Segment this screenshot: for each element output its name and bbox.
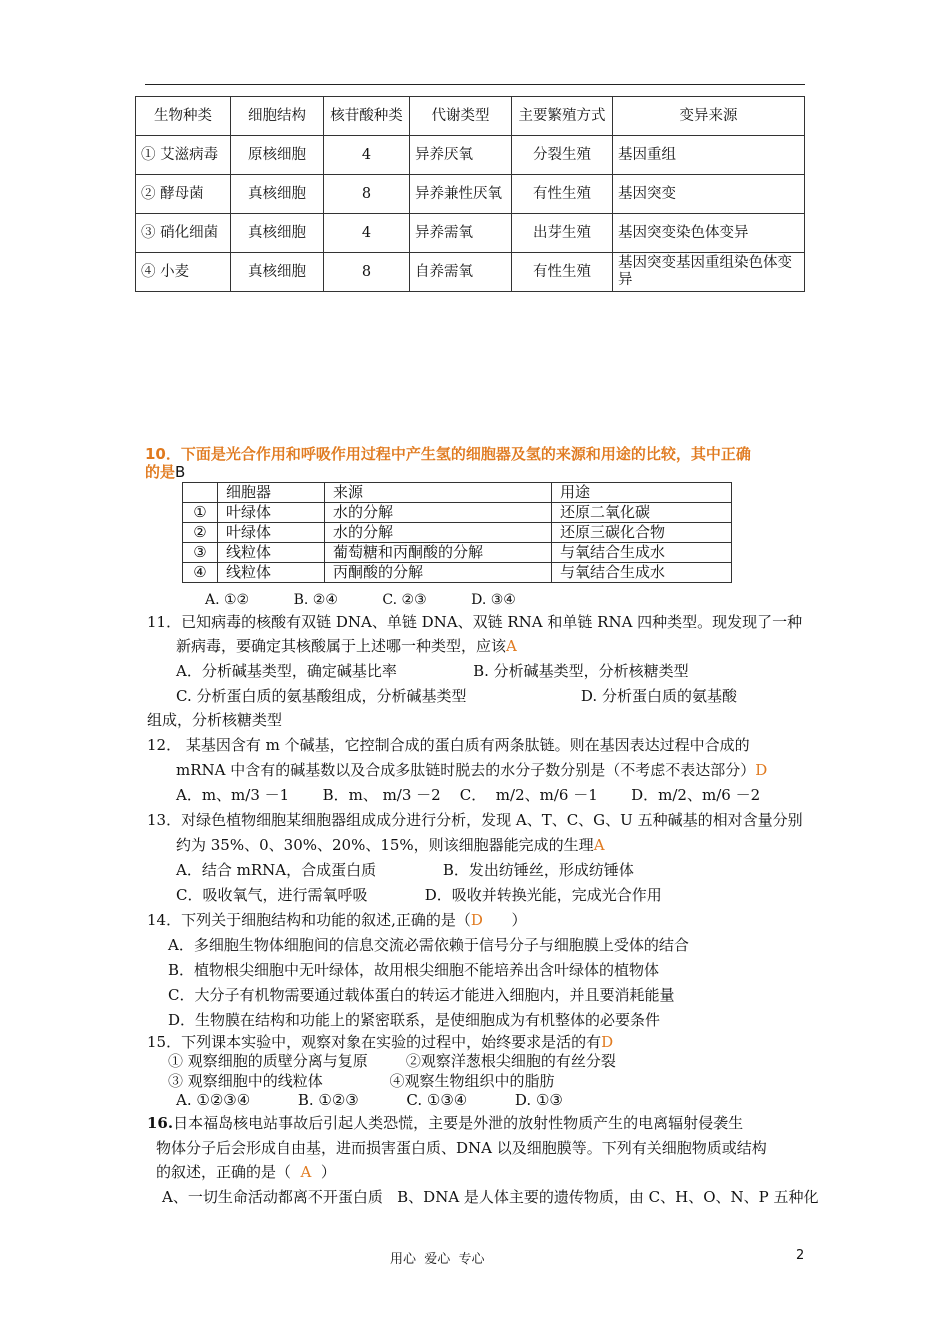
q12-answer: D [755, 761, 768, 779]
q16-stem-line3 [156, 1162, 336, 1182]
q10-answer: B [175, 463, 186, 481]
table-row [136, 214, 805, 253]
q16-stem-text: 日本福岛核电站事故后引起人类恐慌，主要是外泄的放射性物质产生的电离辐射侵袭生 [173, 1114, 744, 1132]
q11-options-ab: A．分析碱基类型，确定碱基比率 B. 分析碱基类型，分析核糖类型 [176, 662, 689, 680]
table-cell: ③ 硝化细菌 [136, 214, 231, 253]
table-cell: ④ 小麦 [136, 253, 231, 292]
table-row [183, 523, 732, 543]
table-cell: ① [183, 503, 218, 523]
q10-options: A. ①② B. ②④ C. ②③ D. ③④ [205, 592, 516, 608]
q11-stem-line2 [176, 636, 517, 656]
table-cell: 8 [324, 253, 410, 292]
q16-stem-close: ） [311, 1163, 336, 1181]
table-cell: 出芽生殖 [512, 214, 613, 253]
table-row [136, 175, 805, 214]
header-rule [145, 84, 805, 85]
q16-stem-text3: 的叙述，正确的是（ [156, 1163, 301, 1181]
table-cell: 还原三碳化合物 [552, 523, 732, 543]
table-cell: 有性生殖 [512, 175, 613, 214]
table-cell: 基因突变 [613, 175, 805, 214]
q12-stem-line1: 12． 某基因含有 m 个碱基，它控制合成的蛋白质有两条肽链。则在基因表达过程中合成的 [147, 736, 750, 754]
q10-stem-line1: 10．下面是光合作用和呼吸作用过程中产生氢的细胞器及氢的来源和用途的比较，其中正确 [145, 445, 751, 463]
table-cell: 线粒体 [218, 563, 325, 583]
q14-stem-close: ） [482, 911, 527, 929]
table-cell: 4 [324, 214, 410, 253]
table-cell: ④ [183, 563, 218, 583]
table-cell: 真核细胞 [231, 253, 324, 292]
table-cell: 异养兼性厌氧 [410, 175, 512, 214]
page-footer: 用心 爱心 专心 [390, 1252, 485, 1267]
q15-options: A. ①②③④ B. ①②③ C. ①③④ D. ①③ [176, 1091, 563, 1109]
table-cell: 4 [324, 136, 410, 175]
q11-stem-text: 新病毒，要确定其核酸属于上述哪一种类型，应该 [176, 637, 507, 655]
table-header-cell: 细胞器 [218, 483, 325, 503]
q13-options-cd: C．吸收氧气，进行需氧呼吸 D．吸收并转换光能，完成光合作用 [176, 886, 662, 904]
q14-stem-text: 14．下列关于细胞结构和功能的叙述,正确的是（ [147, 911, 471, 929]
table-cell: 水的分解 [325, 503, 552, 523]
table-row [136, 136, 805, 175]
table-header-row [136, 97, 805, 136]
table-row [183, 563, 732, 583]
q14-option-d: D．生物膜在结构和功能上的紧密联系，是使细胞成为有机整体的必要条件 [168, 1011, 661, 1029]
table-cell: 真核细胞 [231, 214, 324, 253]
q16-answer: A [300, 1163, 312, 1181]
q11-options-cd: C. 分析蛋白质的氨基酸组成，分析碱基类型 D. 分析蛋白质的氨基酸 [176, 687, 737, 705]
q13-stem-line1: 13．对绿色植物细胞某细胞器组成成分进行分析，发现 A、T、C、G、U 五种碱基的相对含量分别 [147, 811, 803, 829]
table-row [136, 253, 805, 292]
q13-options-ab: A．结合 mRNA，合成蛋白质 B．发出纺锤丝，形成纺锤体 [176, 861, 634, 879]
q16-stem-line2: 物体分子后会形成自由基，进而损害蛋白质、DNA 以及细胞膜等。下列有关细胞物质或结构 [156, 1139, 767, 1157]
q15-items-line2: ③ 观察细胞中的线粒体 ④观察生物组织中的脂肪 [168, 1072, 555, 1090]
table-cell: 异养厌氧 [410, 136, 512, 175]
q11-answer: A [506, 637, 517, 655]
table-header-cell: 来源 [325, 483, 552, 503]
table-cell: 与氧结合生成水 [552, 563, 732, 583]
organelle-hydrogen-table [182, 482, 732, 583]
q11-options-d-cont: 组成，分析核糖类型 [147, 711, 283, 729]
q14-option-c: C．大分子有机物需要通过载体蛋白的转运才能进入细胞内，并且要消耗能量 [168, 986, 675, 1004]
table-cell: 叶绿体 [218, 523, 325, 543]
table-cell: 还原二氧化碳 [552, 503, 732, 523]
table-cell: 叶绿体 [218, 503, 325, 523]
table-header-row [183, 483, 732, 503]
page-number: 2 [796, 1248, 805, 1263]
q12-options: A．m、m/3 －1 B．m、 m/3 －2 C． m/2、m/6 －1 D．m/2、m/6 －2 [176, 786, 761, 804]
q12-stem-text: mRNA 中含有的碱基数以及合成多肽链时脱去的水分子数分别是（不考虑不表达部分） [176, 761, 756, 779]
table-cell: 自养需氧 [410, 253, 512, 292]
q11-stem-line1: 11．已知病毒的核酸有双链 DNA、单链 DNA、双链 RNA 和单链 RNA 四种类型。现发现了一种 [147, 613, 803, 631]
q14-option-a: A．多细胞生物体细胞间的信息交流必需依赖于信号分子与细胞膜上受体的结合 [168, 936, 689, 954]
q13-stem-line2 [176, 835, 605, 855]
table-header-cell: 用途 [552, 483, 732, 503]
q12-stem-line2 [176, 760, 767, 780]
table-cell: ① 艾滋病毒 [136, 136, 231, 175]
q15-stem-text: 15．下列课本实验中，观察对象在实验的过程中，始终要求是活的有 [147, 1033, 602, 1051]
table-cell: 真核细胞 [231, 175, 324, 214]
table-cell: 8 [324, 175, 410, 214]
table-cell: 水的分解 [325, 523, 552, 543]
table-cell: 与氧结合生成水 [552, 543, 732, 563]
table-cell: 基因突变染色体变异 [613, 214, 805, 253]
table-header-cell: 代谢类型 [410, 97, 512, 136]
q16-number: 16. [147, 1114, 174, 1132]
table-row [183, 503, 732, 523]
table-header-cell: 变异来源 [613, 97, 805, 136]
q14-option-b: B．植物根尖细胞中无叶绿体，故用根尖细胞不能培养出含叶绿体的植物体 [168, 961, 660, 979]
table-cell: ② [183, 523, 218, 543]
table-cell: 有性生殖 [512, 253, 613, 292]
table-header-cell [183, 483, 218, 503]
q15-stem [147, 1032, 613, 1052]
table-cell: 异养需氧 [410, 214, 512, 253]
q13-answer: A [593, 836, 605, 854]
q16-stem-line1 [147, 1113, 743, 1133]
q14-stem [147, 910, 527, 930]
table-cell: 原核细胞 [231, 136, 324, 175]
organism-comparison-table [135, 96, 805, 292]
q16-options: A、一切生命活动都离不开蛋白质 B、DNA 是人体主要的遗传物质，由 C、H、O、N、P 五种化 [162, 1188, 819, 1206]
q15-items-line1: ① 观察细胞的质壁分离与复原 ②观察洋葱根尖细胞的有丝分裂 [168, 1052, 616, 1070]
q10-stem-line2 [145, 462, 185, 482]
q14-answer: D [470, 911, 483, 929]
q10-stem-text: 的是 [145, 463, 176, 481]
table-cell: 分裂生殖 [512, 136, 613, 175]
table-row [183, 543, 732, 563]
table-cell: 线粒体 [218, 543, 325, 563]
table-header-cell: 生物种类 [136, 97, 231, 136]
table-cell: ② 酵母菌 [136, 175, 231, 214]
table-cell: ③ [183, 543, 218, 563]
q13-stem-text: 约为 35%、0、30%、20%、15%，则该细胞器能完成的生理 [176, 836, 594, 854]
table-cell: 基因突变基因重组染色体变异 [613, 253, 805, 292]
table-cell: 葡萄糖和丙酮酸的分解 [325, 543, 552, 563]
table-header-cell: 核苷酸种类 [324, 97, 410, 136]
q15-answer: D [601, 1033, 614, 1051]
table-header-cell: 主要繁殖方式 [512, 97, 613, 136]
table-cell: 丙酮酸的分解 [325, 563, 552, 583]
table-cell: 基因重组 [613, 136, 805, 175]
table-header-cell: 细胞结构 [231, 97, 324, 136]
